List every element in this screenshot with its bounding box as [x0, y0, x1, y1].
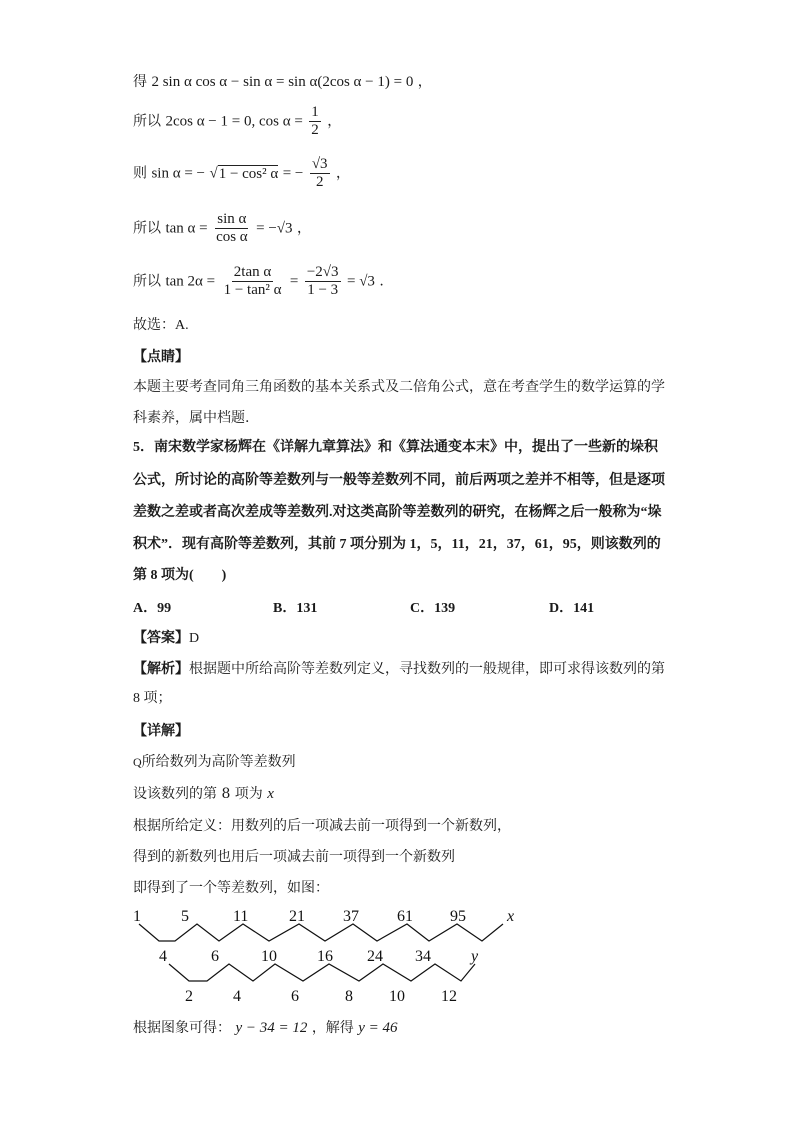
question-line: 差数之差或者高次差成等差数列.对这类高阶等差数列的研究，在杨辉之后一般称为“垛: [133, 505, 662, 520]
row3-term: 10: [389, 988, 405, 1005]
denominator: 1 − 3: [307, 282, 339, 298]
conclusion-prefix: 根据图象可得：: [133, 1020, 231, 1036]
row1-term: 1: [133, 908, 141, 925]
numerator: sin α: [217, 211, 247, 227]
fraction: [222, 264, 284, 299]
difference-diagram: [125, 900, 545, 1008]
denominator: 2: [315, 174, 324, 190]
answer-label: 【答案】: [133, 630, 189, 646]
question-line: 第 8 项为( ): [133, 568, 227, 583]
row3-term: 8: [345, 988, 353, 1005]
row2-term: 6: [211, 948, 219, 965]
denominator: 1 − tan² α: [223, 282, 282, 298]
radicand: 1 − cos² α: [218, 165, 279, 182]
equals-sign: =: [289, 273, 299, 290]
fraction: [309, 104, 321, 139]
denominator: 2: [311, 122, 319, 138]
fraction: [310, 156, 330, 191]
line-suffix: ，: [296, 220, 311, 237]
equation: 2cos α − 1 = 0, cos α =: [165, 113, 303, 130]
option-a: A．99: [133, 601, 172, 616]
dianjing-heading: 【点睛】: [133, 349, 189, 365]
row3-term: 6: [291, 988, 299, 1005]
derivation-line-3: [133, 156, 350, 191]
dianjing-text: 本题主要考查同角三角函数的基本关系式及二倍角公式，意在考查学生的数学运算的学: [133, 379, 665, 395]
analysis-text: 8 项；: [133, 691, 172, 706]
fraction: [305, 264, 341, 299]
detail-line: [133, 752, 296, 772]
radical: √1 − cos² α: [209, 165, 279, 182]
equation: sin α = −: [151, 165, 205, 182]
detail-heading: 【详解】: [133, 723, 189, 739]
variable-x: x: [267, 786, 274, 802]
line-prefix: 所以: [133, 273, 161, 290]
choice-text: 故选：A.: [133, 318, 189, 333]
analysis-text: 根据题中所给高阶等差数列定义，寻找数列的一般规律，即可求得该数列的第: [189, 661, 665, 677]
row1-term: x: [507, 908, 515, 925]
zigzag-line-1: [139, 924, 503, 941]
question-line: 积术”．现有高阶等差数列，其前 7 项分别为 1，5，11，21，37，61，95，则该数列的: [133, 537, 661, 552]
line-prefix: 则: [133, 165, 147, 182]
detail-line: 得到的新数列也用后一项减去前一项得到一个新数列: [133, 849, 455, 865]
line-suffix: ，: [336, 165, 351, 182]
row1-term: 61: [397, 908, 413, 925]
row1-term: 11: [233, 908, 249, 925]
row1-term: 37: [343, 908, 359, 925]
question-line: 公式，所讨论的高阶等差数列与一般等差数列不同，前后两项之差并不相等，但是逐项: [133, 473, 665, 488]
conclusion-line: [133, 1018, 398, 1038]
equation: tan α =: [165, 220, 208, 237]
derivation-line-4: [133, 211, 311, 246]
detail-line: 根据所给定义：用数列的后一项减去前一项得到一个新数列，: [133, 818, 511, 834]
detail-text: 所给数列为高阶等差数列: [141, 754, 296, 770]
row1-term: 21: [289, 908, 305, 925]
row3-term: 4: [233, 988, 241, 1005]
option-b: B．131: [273, 601, 318, 616]
detail-line: [133, 784, 274, 804]
fraction: [214, 211, 250, 246]
row2-term: 24: [367, 948, 383, 965]
analysis-line: [133, 659, 665, 679]
row2-term: 4: [159, 948, 167, 965]
row2-term: 10: [261, 948, 277, 965]
because-mark: Q: [133, 755, 142, 769]
derivation-line-1: [133, 72, 432, 92]
row2-term: 16: [317, 948, 333, 965]
analysis-label: 【解析】: [133, 661, 189, 677]
line-prefix: 所以: [133, 220, 161, 237]
numerator: √3: [311, 156, 328, 172]
row1-term: 5: [181, 908, 189, 925]
equation: = √3: [346, 273, 375, 290]
line-suffix: .: [379, 273, 384, 290]
equation: y − 34 = 12: [235, 1020, 308, 1036]
answer-line: [133, 628, 199, 649]
derivation-line-5: [133, 264, 384, 299]
line-prefix: 得: [133, 74, 147, 90]
row2-term: 34: [415, 948, 431, 965]
numerator: −2√3: [306, 264, 339, 280]
equation: y = 46: [358, 1020, 398, 1036]
equation: = −: [282, 165, 304, 182]
detail-line: 即得到了一个等差数列，如图：: [133, 880, 329, 896]
row2-term: y: [471, 948, 479, 965]
option-c: C．139: [410, 601, 456, 616]
question-line: 5．南宋数学家杨辉在《详解九章算法》和《算法通变本末》中，提出了一些新的垛积: [133, 440, 658, 455]
equation: = −√3: [256, 220, 293, 237]
equation: tan 2α =: [165, 273, 216, 290]
option-d: D．141: [549, 601, 595, 616]
conclusion-mid: ，解得: [311, 1020, 354, 1036]
row1-term: 95: [450, 908, 466, 925]
denominator: cos α: [216, 229, 248, 245]
diagram-labels: [133, 908, 514, 1005]
row3-term: 2: [185, 988, 193, 1005]
line-suffix: ，: [417, 74, 432, 90]
line-prefix: 所以: [133, 113, 161, 130]
derivation-line-2: [133, 104, 341, 139]
row3-term: 12: [441, 988, 457, 1005]
detail-text: 设该数列的第 8 项为: [133, 786, 263, 802]
numerator: 2tan α: [233, 264, 272, 280]
numerator: 1: [311, 104, 319, 120]
zigzag-line-2: [169, 964, 475, 981]
equation: 2 sin α cos α − sin α = sin α(2cos α − 1) = 0: [151, 74, 414, 90]
dianjing-text: 科素养，属中档题.: [133, 410, 250, 426]
line-suffix: ，: [327, 113, 342, 130]
answer-value: D: [189, 631, 200, 646]
